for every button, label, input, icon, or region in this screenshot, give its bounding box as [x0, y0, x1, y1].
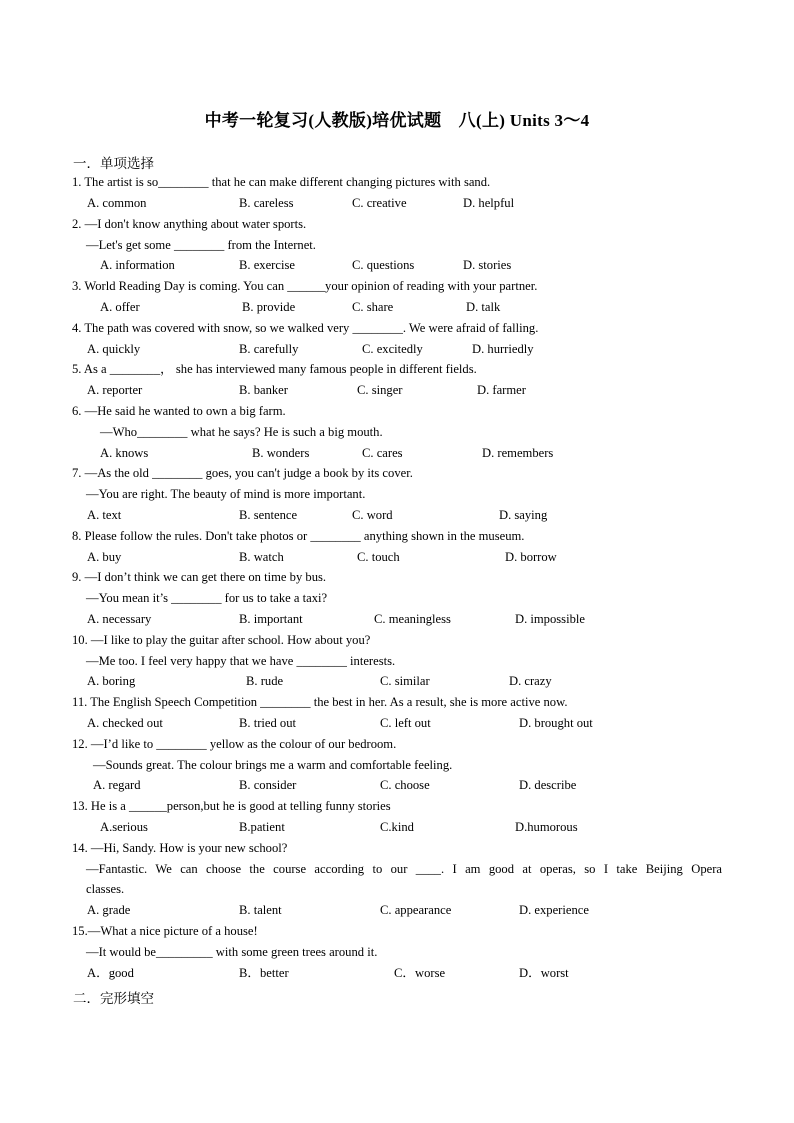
- q14-option-c: C. appearance: [380, 903, 452, 917]
- q9-option-c: C. meaningless: [374, 612, 451, 626]
- q11-option-c: C. left out: [380, 716, 431, 730]
- q8-option-c: C. touch: [357, 550, 400, 564]
- question-12-stem: 12. —I’d like to ________ yellow as the colour of our bedroom.: [72, 737, 397, 751]
- q6-option-b: B. wonders: [252, 446, 310, 460]
- q5-option-b: B. banker: [239, 383, 288, 397]
- q11-option-a: A. checked out: [87, 716, 163, 730]
- q7-option-a: A. text: [87, 508, 122, 522]
- q4-option-a: A. quickly: [87, 342, 141, 356]
- question-3-stem: 3. World Reading Day is coming. You can ______your opinion of reading with your partner.: [72, 279, 538, 293]
- q3-option-d: D. talk: [466, 300, 501, 314]
- q2-option-c: C. questions: [352, 258, 415, 272]
- question-10-stem: 10. —I like to play the guitar after school. How about you?: [72, 633, 371, 647]
- q11-option-b: B. tried out: [239, 716, 297, 730]
- q7-option-c: C. word: [352, 508, 393, 522]
- q8-option-d: D. borrow: [505, 550, 557, 564]
- q4-option-c: C. excitedly: [362, 342, 423, 356]
- question-7-line2: —You are right. The beauty of mind is more important.: [86, 487, 366, 501]
- q14-option-b: B. talent: [239, 903, 282, 917]
- q5-option-d: D. farmer: [477, 383, 526, 397]
- question-15-stem: 15.—What a nice picture of a house!: [72, 924, 258, 938]
- q13-option-d: D.humorous: [515, 820, 578, 834]
- question-4-stem: 4. The path was covered with snow, so we walked very ________. We were afraid of falling.: [72, 321, 539, 335]
- question-1-stem: 1. The artist is so________ that he can make different changing pictures with sand.: [72, 175, 491, 189]
- question-14-line3: classes.: [86, 882, 125, 896]
- q1-option-a: A. common: [87, 196, 147, 210]
- q13-option-a: A.serious: [100, 820, 148, 834]
- q11-option-d: D. brought out: [519, 716, 593, 730]
- q10-option-d: D. crazy: [509, 674, 552, 688]
- q10-option-c: C. similar: [380, 674, 430, 688]
- q6-option-d: D. remembers: [482, 446, 554, 460]
- question-10-line2: —Me too. I feel very happy that we have ________ interests.: [86, 654, 396, 668]
- question-7-stem: 7. —As the old ________ goes, you can't judge a book by its cover.: [72, 466, 413, 480]
- q8-option-b: B. watch: [239, 550, 284, 564]
- question-8-stem: 8. Please follow the rules. Don't take photos or ________ anything shown in the museum.: [72, 529, 525, 543]
- q6-option-a: A. knows: [100, 446, 149, 460]
- q2-option-b: B. exercise: [239, 258, 295, 272]
- q2-option-d: D. stories: [463, 258, 512, 272]
- q9-option-a: A. necessary: [87, 612, 152, 626]
- q15-option-c: C．worse: [394, 966, 446, 980]
- section-heading-cloze: 二．完形填空: [73, 991, 154, 1007]
- q1-option-b: B. careless: [239, 196, 294, 210]
- q1-option-c: C. creative: [352, 196, 407, 210]
- question-9-stem: 9. —I don’t think we can get there on time by bus.: [72, 570, 327, 584]
- q1-option-d: D. helpful: [463, 196, 515, 210]
- section-heading-multiple-choice: 一．单项选择: [73, 156, 154, 172]
- q3-option-b: B. provide: [242, 300, 296, 314]
- question-11-stem: 11. The English Speech Competition ________ the best in her. As a result, she is more active now.: [72, 695, 568, 709]
- q3-option-a: A. offer: [100, 300, 140, 314]
- question-2-line2: —Let's get some ________ from the Internet.: [86, 238, 316, 252]
- q3-option-c: C. share: [352, 300, 394, 314]
- q6-option-c: C. cares: [362, 446, 403, 460]
- question-5-stem: 5. As a ________， she has interviewed many famous people in different fields.: [72, 362, 477, 376]
- question-9-line2: —You mean it’s ________ for us to take a taxi?: [86, 591, 328, 605]
- q7-option-b: B. sentence: [239, 508, 298, 522]
- question-15-line2: —It would be_________ with some green trees around it.: [86, 945, 378, 959]
- q10-option-b: B. rude: [246, 674, 284, 688]
- q5-option-c: C. singer: [357, 383, 403, 397]
- q4-option-d: D. hurriedly: [472, 342, 534, 356]
- q12-option-a: A. regard: [93, 778, 141, 792]
- question-6-line2: —Who________ what he says? He is such a big mouth.: [100, 425, 383, 439]
- q4-option-b: B. carefully: [239, 342, 299, 356]
- q2-option-a: A. information: [100, 258, 175, 272]
- q9-option-b: B. important: [239, 612, 303, 626]
- question-6-stem: 6. —He said he wanted to own a big farm.: [72, 404, 286, 418]
- q10-option-a: A. boring: [87, 674, 136, 688]
- q15-option-a: A．good: [87, 966, 134, 980]
- q13-option-b: B.patient: [239, 820, 285, 834]
- q14-option-a: A. grade: [87, 903, 131, 917]
- q12-option-b: B. consider: [239, 778, 297, 792]
- question-13-stem: 13. He is a ______person,but he is good at telling funny stories: [72, 799, 391, 813]
- question-12-line2: —Sounds great. The colour brings me a warm and comfortable feeling.: [93, 758, 453, 772]
- q5-option-a: A. reporter: [87, 383, 143, 397]
- q12-option-d: D. describe: [519, 778, 577, 792]
- q14-option-d: D. experience: [519, 903, 589, 917]
- q12-option-c: C. choose: [380, 778, 430, 792]
- question-2-stem: 2. —I don't know anything about water sports.: [72, 217, 307, 231]
- question-14-stem: 14. —Hi, Sandy. How is your new school?: [72, 841, 288, 855]
- q8-option-a: A. buy: [87, 550, 122, 564]
- q13-option-c: C.kind: [380, 820, 414, 834]
- q9-option-d: D. impossible: [515, 612, 585, 626]
- q15-option-d: D．worst: [519, 966, 569, 980]
- q7-option-d: D. saying: [499, 508, 548, 522]
- page-title: 中考一轮复习(人教版)培优试题 八(上) Units 3～4: [204, 111, 590, 130]
- q15-option-b: B．better: [239, 966, 289, 980]
- question-14-line2: —Fantastic. We can choose the course according to our ____. I am good at operas, so I take Beijing Opera: [86, 862, 722, 876]
